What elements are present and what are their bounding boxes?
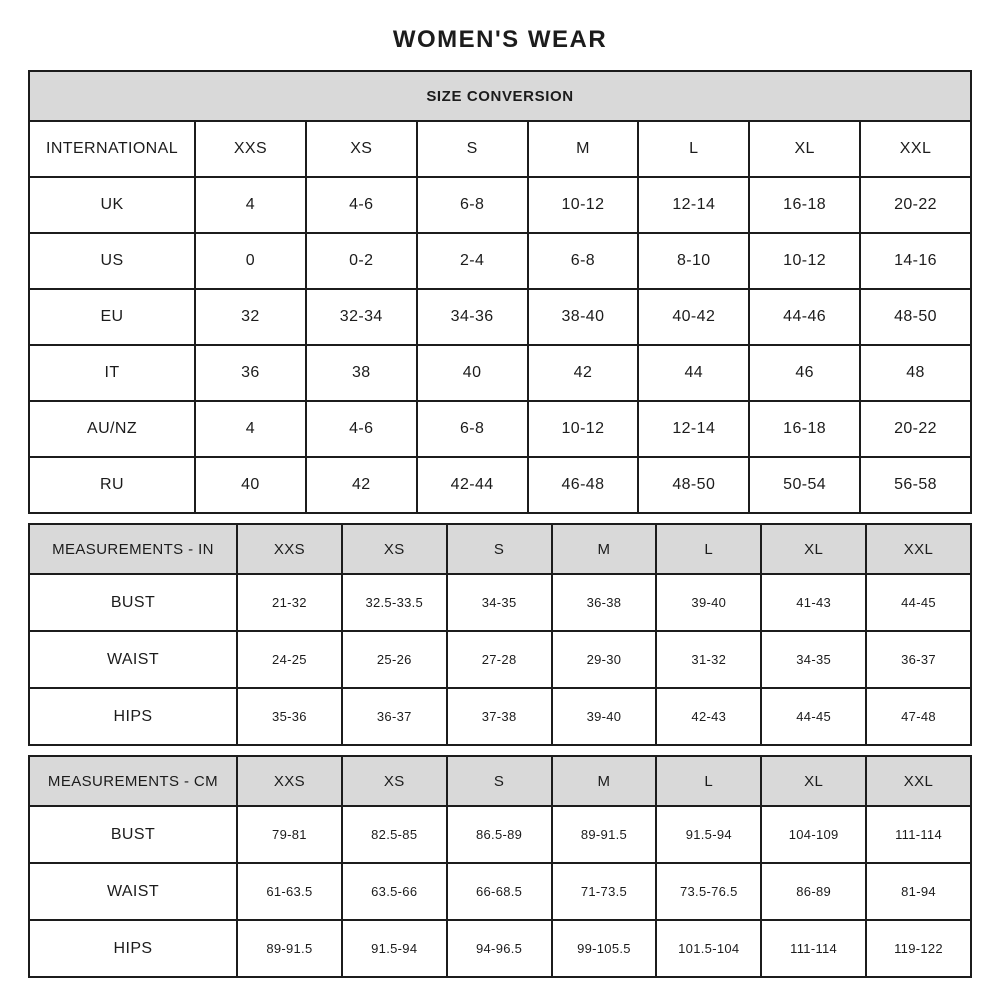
table-cell: 4-6 [306,177,417,233]
table-row-uk [29,177,971,233]
measurements-in-header-row [29,524,971,574]
table-cell: 8-10 [638,233,749,289]
column-header-m: M [552,524,657,574]
table-cell: 91.5-94 [656,806,761,863]
table-cell: 39-40 [552,688,657,745]
row-label: US [29,233,195,289]
table-cell: 44-45 [866,574,971,631]
table-cell: 86.5-89 [447,806,552,863]
table-cell: 32 [195,289,306,345]
size-conversion-header: SIZE CONVERSION [29,71,971,121]
column-header-m: M [552,756,657,806]
table-cell: 24-25 [237,631,342,688]
table-cell: 16-18 [749,177,860,233]
table-cell: 61-63.5 [237,863,342,920]
column-header-xxl: XXL [866,524,971,574]
table-cell: 2-4 [417,233,528,289]
table-cell: 27-28 [447,631,552,688]
table-cell: 6-8 [417,401,528,457]
table-row-hips-cm [29,920,971,977]
table-cell: 31-32 [656,631,761,688]
table-cell: 111-114 [866,806,971,863]
table-row-bust-cm [29,806,971,863]
column-header-xs: XS [342,524,447,574]
column-header-international: INTERNATIONAL [29,121,195,177]
column-header-xxs: XXS [195,121,306,177]
table-cell: 111-114 [761,920,866,977]
table-row-hips-in [29,688,971,745]
table-cell: 38-40 [528,289,639,345]
table-cell: 48-50 [638,457,749,513]
table-cell: 37-38 [447,688,552,745]
table-cell: 14-16 [860,233,971,289]
row-label: UK [29,177,195,233]
table-cell: 44-46 [749,289,860,345]
measurements-in-header: MEASUREMENTS - IN [29,524,237,574]
table-cell: 42 [306,457,417,513]
table-row-it [29,345,971,401]
size-conversion-columns-row [29,121,971,177]
table-cell: 4-6 [306,401,417,457]
table-cell: 82.5-85 [342,806,447,863]
table-cell: 6-8 [528,233,639,289]
table-cell: 119-122 [866,920,971,977]
table-cell: 34-36 [417,289,528,345]
table-cell: 16-18 [749,401,860,457]
table-cell: 73.5-76.5 [656,863,761,920]
table-cell: 99-105.5 [552,920,657,977]
column-header-m: M [528,121,639,177]
table-cell: 29-30 [552,631,657,688]
table-cell: 89-91.5 [552,806,657,863]
column-header-xxl: XXL [860,121,971,177]
table-row-us [29,233,971,289]
table-row-aunz [29,401,971,457]
table-cell: 48 [860,345,971,401]
table-cell: 32.5-33.5 [342,574,447,631]
table-cell: 0-2 [306,233,417,289]
table-cell: 12-14 [638,177,749,233]
table-cell: 40 [417,345,528,401]
table-cell: 21-32 [237,574,342,631]
column-header-xs: XS [306,121,417,177]
table-cell: 41-43 [761,574,866,631]
table-cell: 36-37 [866,631,971,688]
column-header-s: S [447,756,552,806]
table-cell: 66-68.5 [447,863,552,920]
column-header-xl: XL [749,121,860,177]
table-row-waist-in [29,631,971,688]
table-cell: 91.5-94 [342,920,447,977]
measurements-cm-header-row [29,756,971,806]
table-cell: 44 [638,345,749,401]
table-cell: 81-94 [866,863,971,920]
measurements-cm-table [28,755,972,978]
table-cell: 86-89 [761,863,866,920]
table-cell: 47-48 [866,688,971,745]
table-cell: 0 [195,233,306,289]
table-row-waist-cm [29,863,971,920]
table-cell: 40 [195,457,306,513]
table-cell: 101.5-104 [656,920,761,977]
table-cell: 42 [528,345,639,401]
table-cell: 4 [195,401,306,457]
row-label: BUST [29,806,237,863]
table-row-ru [29,457,971,513]
table-cell: 36-38 [552,574,657,631]
table-cell: 56-58 [860,457,971,513]
column-header-s: S [447,524,552,574]
table-cell: 89-91.5 [237,920,342,977]
measurements-cm-header: MEASUREMENTS - CM [29,756,237,806]
table-row-bust-in [29,574,971,631]
table-cell: 94-96.5 [447,920,552,977]
row-label: RU [29,457,195,513]
page-title: WOMEN'S WEAR [392,26,608,53]
size-conversion-table [28,70,972,514]
column-header-s: S [417,121,528,177]
table-cell: 34-35 [447,574,552,631]
row-label: AU/NZ [29,401,195,457]
column-header-xxs: XXS [237,524,342,574]
row-label: HIPS [29,688,237,745]
row-label: WAIST [29,631,237,688]
table-cell: 39-40 [656,574,761,631]
table-cell: 48-50 [860,289,971,345]
table-cell: 46 [749,345,860,401]
row-label: EU [29,289,195,345]
table-cell: 12-14 [638,401,749,457]
column-header-xxs: XXS [237,756,342,806]
table-cell: 4 [195,177,306,233]
column-header-l: L [638,121,749,177]
table-cell: 71-73.5 [552,863,657,920]
row-label: HIPS [29,920,237,977]
table-cell: 10-12 [528,401,639,457]
table-cell: 46-48 [528,457,639,513]
table-cell: 10-12 [528,177,639,233]
table-row-eu [29,289,971,345]
row-label: IT [29,345,195,401]
table-cell: 20-22 [860,177,971,233]
row-label: BUST [29,574,237,631]
column-header-l: L [656,756,761,806]
column-header-xl: XL [761,524,866,574]
table-cell: 34-35 [761,631,866,688]
table-cell: 36-37 [342,688,447,745]
table-cell: 63.5-66 [342,863,447,920]
table-cell: 42-43 [656,688,761,745]
table-cell: 25-26 [342,631,447,688]
table-cell: 6-8 [417,177,528,233]
table-cell: 10-12 [749,233,860,289]
table-cell: 35-36 [237,688,342,745]
table-cell: 36 [195,345,306,401]
column-header-xxl: XXL [866,756,971,806]
column-header-l: L [656,524,761,574]
table-cell: 79-81 [237,806,342,863]
column-header-xl: XL [761,756,866,806]
table-cell: 42-44 [417,457,528,513]
row-label: WAIST [29,863,237,920]
table-cell: 20-22 [860,401,971,457]
table-cell: 32-34 [306,289,417,345]
measurements-in-table [28,523,972,746]
table-cell: 104-109 [761,806,866,863]
column-header-xs: XS [342,756,447,806]
table-cell: 38 [306,345,417,401]
table-cell: 40-42 [638,289,749,345]
table-cell: 50-54 [749,457,860,513]
table-cell: 44-45 [761,688,866,745]
